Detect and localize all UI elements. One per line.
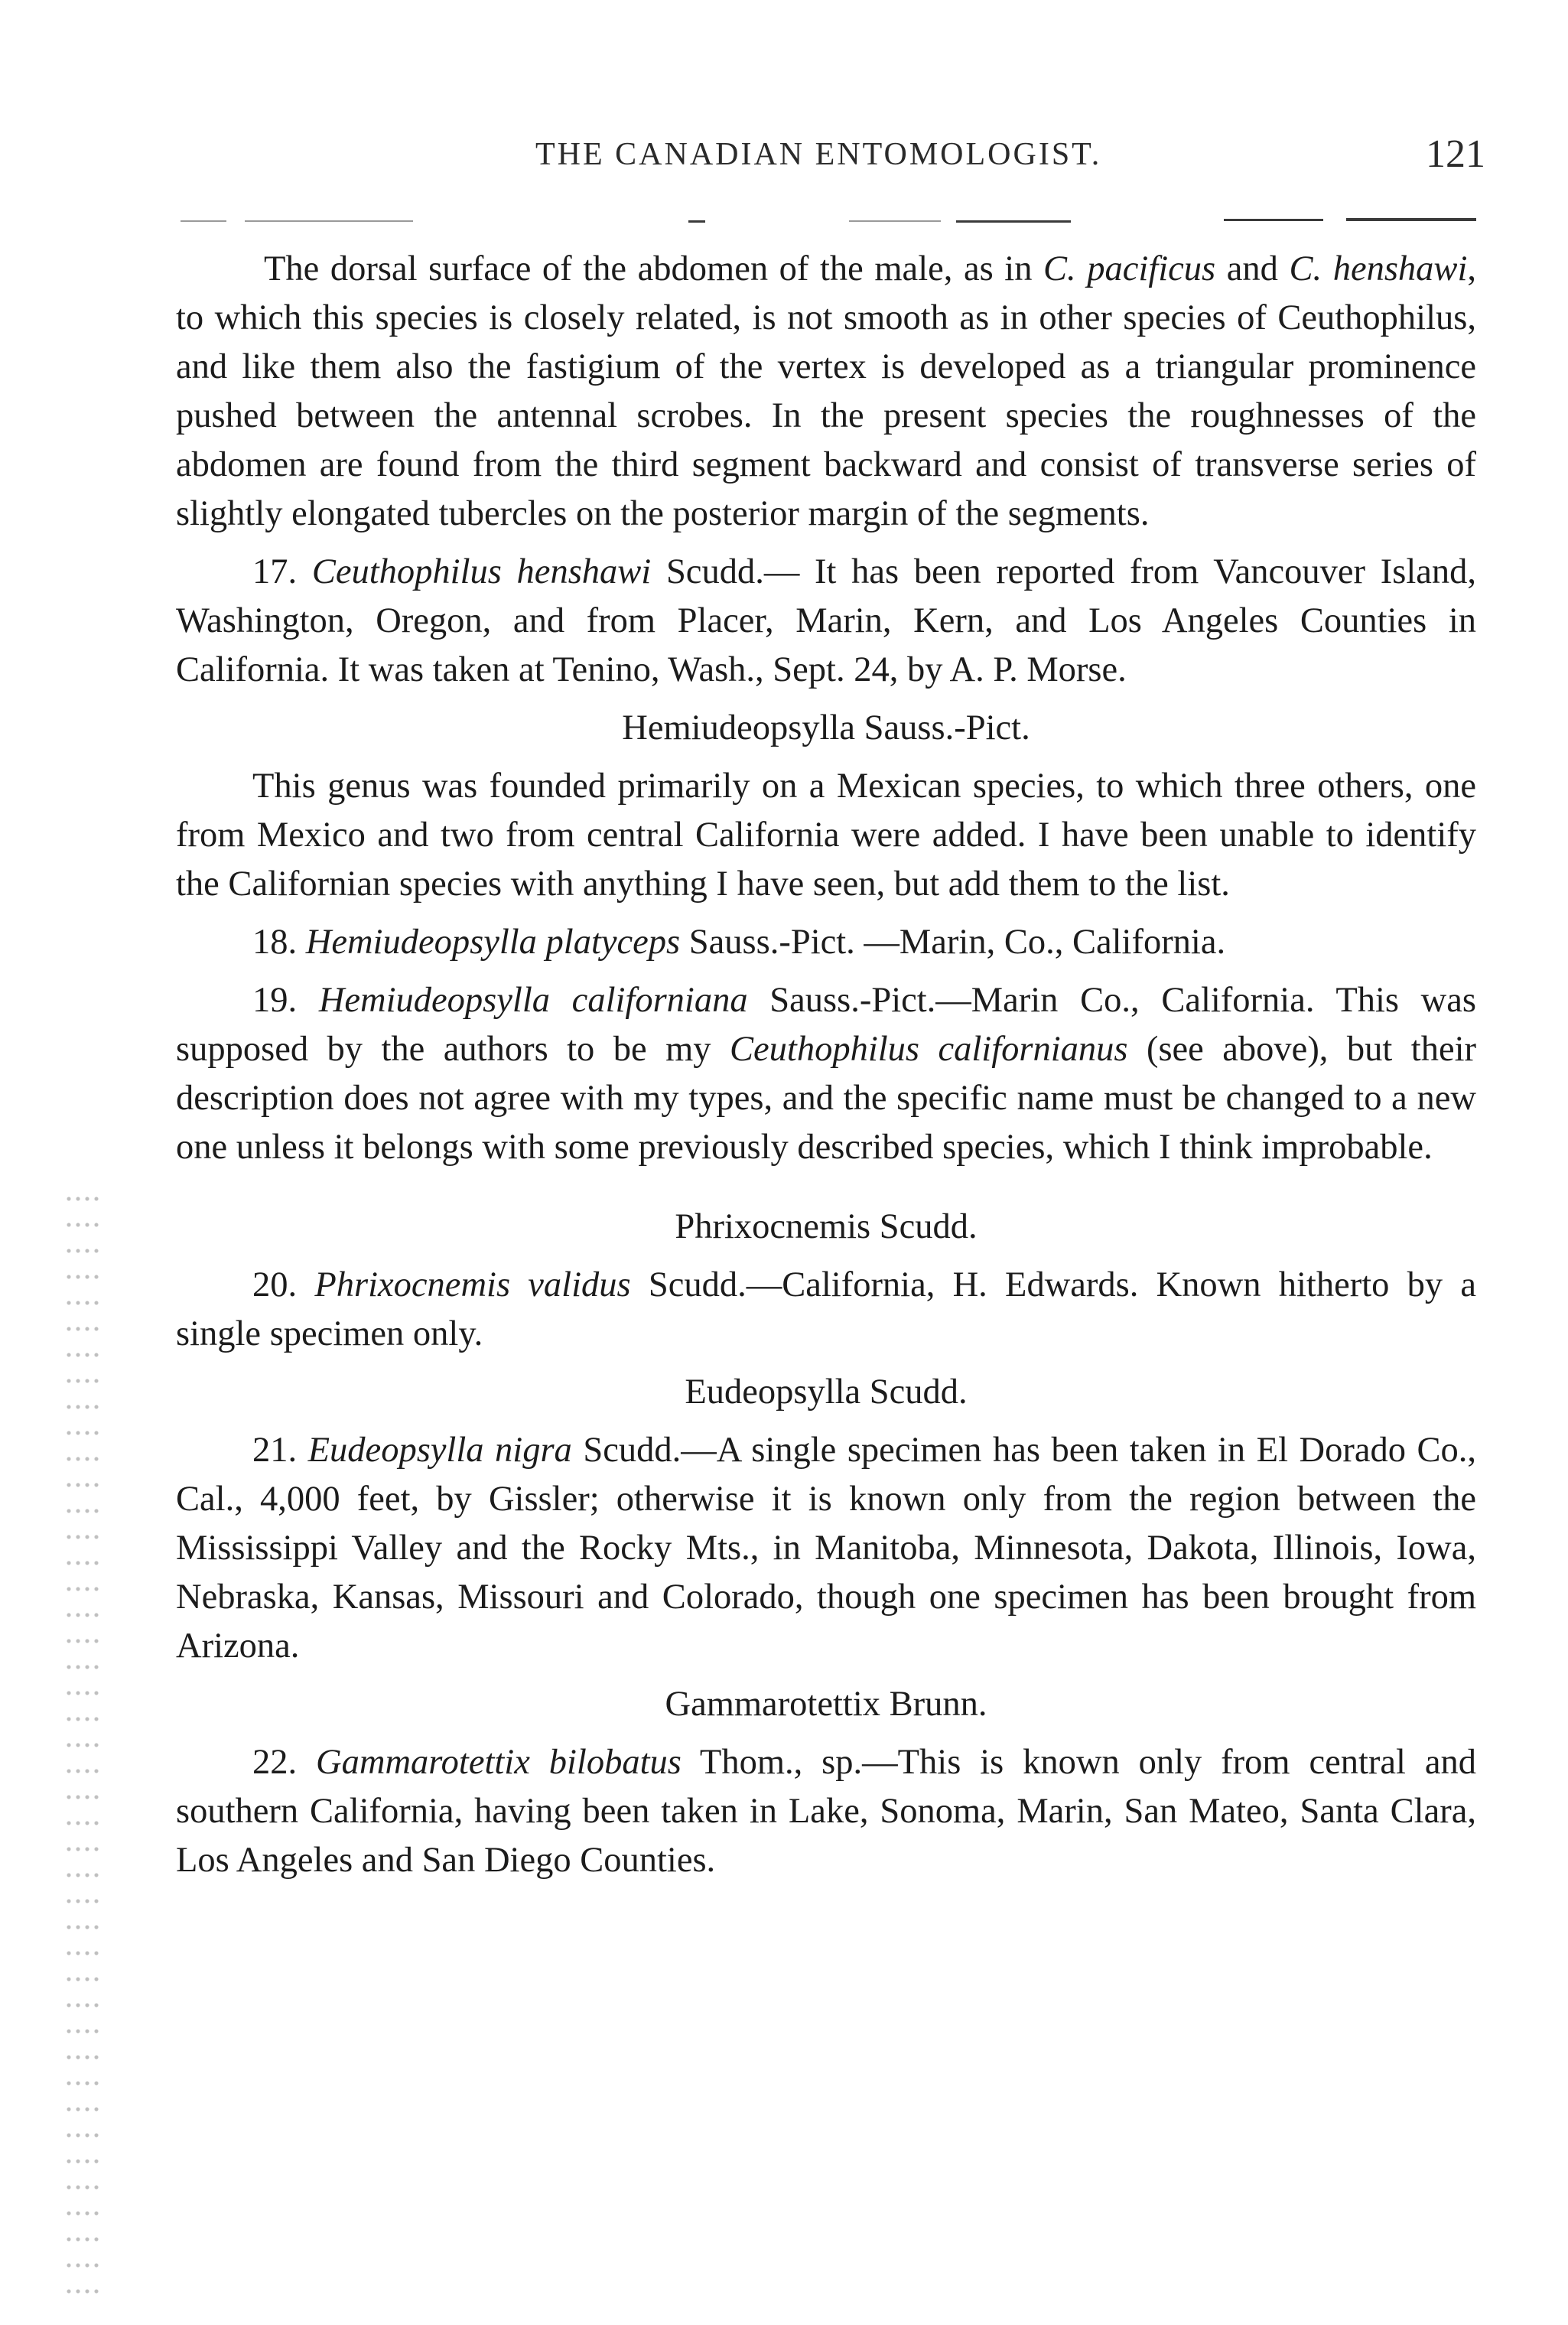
header-rule-segment bbox=[1224, 219, 1323, 221]
species-name: C. henshawi bbox=[1289, 249, 1468, 288]
species-name: C. pacificus bbox=[1043, 249, 1216, 288]
genus-heading-phrixocnemis: Phrixocnemis Scudd. bbox=[675, 1207, 978, 1246]
species-entry-19: 19. Hemiudeopsylla californiana Sauss.-Pict.—Marin Co., California. This was supposed by the authors to be my Ceuthophilus californianus (see above), but their description does not agree with my types, and the specific name must be changed to a new one unless it belongs with some previously described species, which I think improbable. bbox=[176, 981, 1476, 1167]
species-name: Phrixocnemis validus bbox=[314, 1265, 631, 1304]
species-name: Ceuthophilus henshawi bbox=[311, 552, 652, 591]
species-name: Hemiudeopsylla californiana bbox=[318, 981, 748, 1020]
header-rule-segment bbox=[956, 220, 1071, 223]
genus-heading-hemiudeopsylla: Hemiudeopsylla Sauss.-Pict. bbox=[622, 708, 1030, 747]
species-entry-18: 18. Hemiudeopsylla platyceps Sauss.-Pict. —Marin, Co., California. bbox=[252, 923, 1226, 962]
intro-paragraph: The dorsal surface of the abdomen of the male, as in C. pacificus and C. henshawi, to which this species is closely related, is not smooth as in other species of Ceuthophilus, and like them also the fastigium of the vertex is developed as a triangular prominence pushed between the antennal scrobes. In the present species the roughnesses of the abdomen are found from the third segment backward and consist of transverse series of slightly elongated tubercles on the posterior margin of the segments. bbox=[176, 249, 1476, 533]
header-rule-segment bbox=[849, 220, 941, 222]
hemiudeopsylla-paragraph: This genus was founded primarily on a Mexican species, to which three others, one from Mexico and two from central California were added. I have been unable to identify the Californian species with anything I have seen, but add them to the list. bbox=[176, 767, 1476, 904]
header-rule-segment bbox=[1346, 218, 1476, 221]
entry-number: 22. bbox=[252, 1743, 317, 1782]
genus-heading-gammarotettix: Gammarotettix Brunn. bbox=[665, 1685, 987, 1724]
entry-number: 21. bbox=[252, 1431, 308, 1470]
header-rule-segment bbox=[688, 220, 705, 223]
entry-number: 18. bbox=[252, 923, 306, 962]
species-name: Hemiudeopsylla platyceps bbox=[305, 923, 681, 962]
entry-number: 19. bbox=[252, 981, 319, 1020]
species-entry-21: 21. Eudeopsylla nigra Scudd.—A single specimen has been taken in El Dorado Co., Cal., 4,000 feet, by Gissler; otherwise it is known only from the region between the Mississippi Valley and the Rocky Mts., in Manitoba, Minnesota, Dakota, Illinois, Iowa, Nebraska, Kansas, Missouri and Colorado, though one specimen has been brought from Arizona. bbox=[176, 1431, 1476, 1666]
species-name: Gammarotettix bilobatus bbox=[316, 1743, 682, 1782]
binding-gutter-marks bbox=[64, 1186, 101, 2295]
header-rule-segment bbox=[181, 220, 226, 222]
running-head bbox=[0, 132, 1568, 190]
entry-number: 17. bbox=[252, 552, 312, 591]
journal-title: THE CANADIAN ENTOMOLOGIST. bbox=[535, 137, 1102, 172]
species-entry-17: 17. Ceuthophilus henshawi Scudd.— It has been reported from Vancouver Island, Washington, Oregon, and from Placer, Marin, Kern, and Los Angeles Counties in California. It was taken at Tenino, Wash., Sept. 24, by A. P. Morse. bbox=[176, 552, 1476, 689]
species-entry-22: 22. Gammarotettix bilobatus Thom., sp.—This is known only from central and southern California, having been taken in Lake, Sonoma, Marin, San Mateo, Santa Clara, Los Angeles and San Diego Counties. bbox=[176, 1743, 1477, 1880]
entry-number: 20. bbox=[252, 1265, 315, 1304]
species-name: Ceuthophilus californianus bbox=[730, 1030, 1128, 1069]
page-number: 121 bbox=[1426, 132, 1485, 176]
species-entry-20: 20. Phrixocnemis validus Scudd.—California, H. Edwards. Known hitherto by a single specimen only. bbox=[176, 1265, 1476, 1353]
header-rule-segment bbox=[245, 220, 413, 222]
species-name: Eudeopsylla nigra bbox=[307, 1431, 572, 1470]
genus-heading-eudeopsylla: Eudeopsylla Scudd. bbox=[685, 1373, 968, 1412]
article-body bbox=[176, 245, 1476, 1894]
